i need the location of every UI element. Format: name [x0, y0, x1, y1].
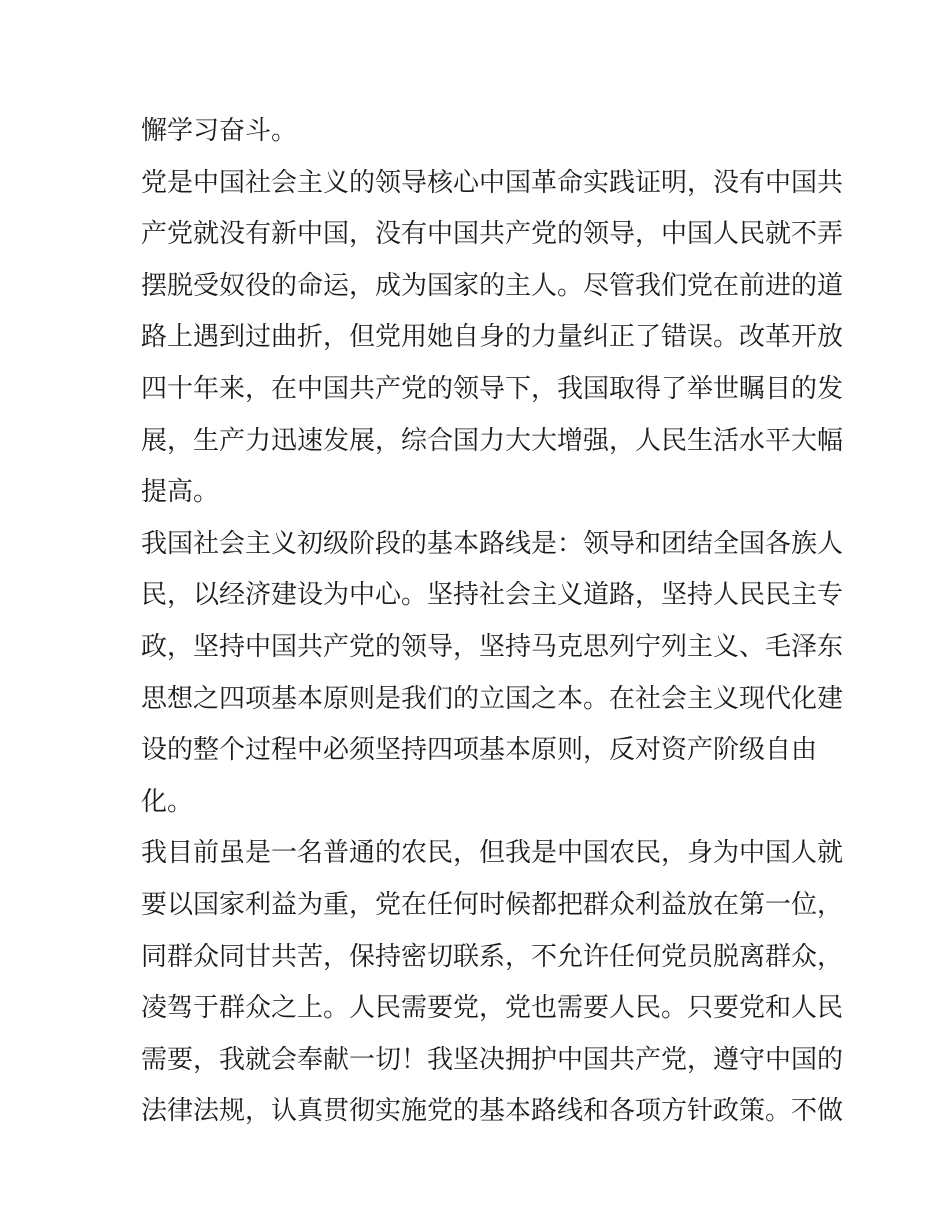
text-line: 四十年来，在中国共产党的领导下，我国取得了举世瞩目的发: [141, 373, 844, 404]
text-line: 摆脱受奴役的命运，成为国家的主人。尽管我们党在前进的道: [141, 270, 844, 301]
text-line: 思想之四项基本原则是我们的立国之本。在社会主义现代化建: [141, 683, 844, 714]
text-line: 党是中国社会主义的领导核心中国革命实践证明，没有中国共: [141, 167, 844, 198]
text-line: 政，坚持中国共产党的领导，坚持马克思列宁列主义、毛泽东: [141, 631, 844, 662]
text-line: 同群众同甘共苦，保持密切联系，不允许任何党员脱离群众，: [141, 941, 844, 972]
text-line: 路上遇到过曲折，但党用她自身的力量纠正了错误。改革开放: [141, 322, 844, 353]
text-line: 化。: [141, 786, 194, 817]
text-line: 法律法规，认真贯彻实施党的基本路线和各项方针政策。不做: [141, 1096, 844, 1127]
text-line: 凌驾于群众之上。人民需要党，党也需要人民。只要党和人民: [141, 993, 844, 1024]
document-body: [141, 106, 844, 1138]
text-line: 民，以经济建设为中心。坚持社会主义道路，坚持人民民主专: [141, 580, 844, 611]
text-line: 展，生产力迅速发展，综合国力大大增强，人民生活水平大幅: [141, 425, 844, 456]
text-line: 我目前虽是一名普通的农民，但我是中国农民，身为中国人就: [141, 838, 844, 869]
text-line: 懈学习奋斗。: [141, 116, 298, 146]
text-line: 产党就没有新中国，没有中国共产党的领导，中国人民就不弄: [141, 219, 844, 250]
text-line: 提高。: [141, 477, 220, 508]
text-line: 设的整个过程中必须坚持四项基本原则，反对资产阶级自由: [141, 735, 818, 766]
text-line: 我国社会主义初级阶段的基本路线是：领导和团结全国各族人: [141, 528, 844, 559]
text-line: 需要，我就会奉献一切！我坚决拥护中国共产党，遵守中国的: [141, 1044, 844, 1075]
text-line: 要以国家利益为重，党在任何时候都把群众利益放在第一位，: [141, 889, 844, 920]
